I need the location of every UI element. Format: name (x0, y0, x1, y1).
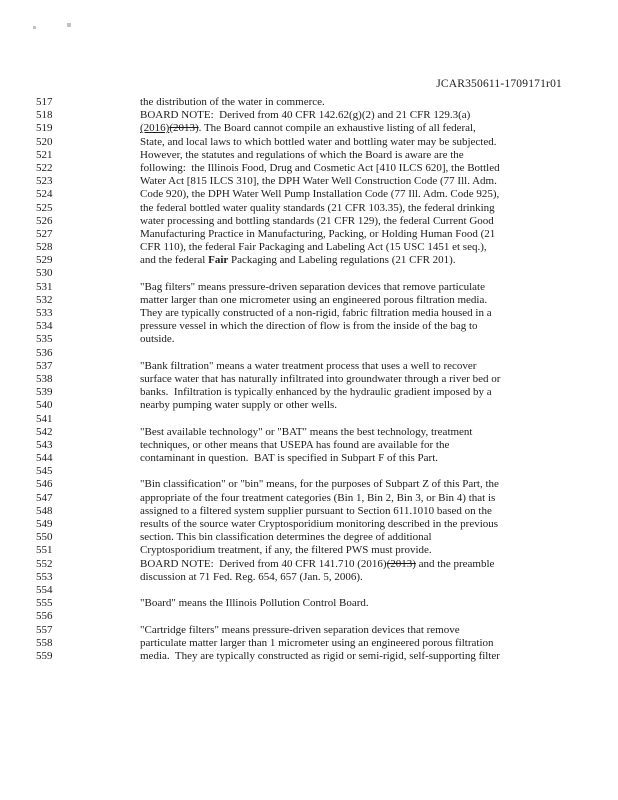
document-line (0, 399, 618, 412)
line-number: 558 (36, 636, 53, 649)
document-line (0, 267, 618, 280)
text-segment: Cryptosporidium treatment, if any, the filtered PWS must provide. (140, 544, 432, 557)
document-line (0, 413, 618, 426)
text-segment: Manufacturing Practice in Manufacturing, Packing, or Holding Human Food (21 (140, 227, 496, 240)
line-number: 525 (36, 201, 53, 214)
line-number: 518 (36, 109, 53, 122)
document-line (0, 307, 618, 320)
line-number: 548 (36, 504, 53, 517)
line-text (140, 439, 618, 452)
line-text (140, 610, 618, 623)
document-line (0, 637, 618, 650)
document-line (0, 492, 618, 505)
document-line (0, 281, 618, 294)
document-line (0, 478, 618, 491)
line-text (140, 320, 618, 333)
document-line (0, 518, 618, 531)
line-text (140, 518, 618, 531)
document-line (0, 347, 618, 360)
line-number: 529 (36, 254, 53, 267)
line-number: 536 (36, 346, 53, 359)
line-text (140, 347, 618, 360)
line-number: 531 (36, 280, 53, 293)
line-text (140, 597, 618, 610)
document-line (0, 558, 618, 571)
line-text (140, 386, 618, 399)
line-text (140, 544, 618, 557)
line-number: 557 (36, 623, 53, 636)
document-id: JCAR350611-1709171r01 (436, 78, 562, 90)
text-segment: appropriate of the four treatment categories (Bin 1, Bin 2, Bin 3, or Bin 4) that is (140, 491, 496, 504)
line-number: 527 (36, 227, 53, 240)
document-line (0, 531, 618, 544)
text-segment: pressure vessel in which the direction of flow is from the inside of the bag to (140, 320, 478, 333)
line-number: 534 (36, 320, 53, 333)
text-segment: Fair (208, 254, 229, 267)
line-number: 549 (36, 518, 53, 530)
text-segment: following: the Illinois Food, Drug and Cosmetic Act [410 ILCS 620], the Bottled (140, 161, 500, 174)
line-text (140, 215, 618, 228)
line-text (140, 558, 618, 571)
line-text (140, 241, 618, 254)
document-line (0, 96, 618, 109)
document-line (0, 241, 618, 254)
line-text (140, 188, 618, 201)
text-segment: and the federal (140, 254, 209, 267)
text-segment: "Board" means the Illinois Pollution Control Board. (140, 597, 369, 610)
line-number: 519 (36, 122, 53, 135)
line-text (140, 478, 618, 491)
line-number: 541 (36, 412, 53, 425)
document-line (0, 175, 618, 188)
line-number: 559 (36, 649, 53, 662)
text-segment: discussion at 71 Fed. Reg. 654, 657 (Jan. 5, 2006). (140, 570, 363, 583)
line-number: 540 (36, 399, 53, 412)
scan-speck-icon (67, 23, 71, 27)
line-text (140, 228, 618, 241)
text-segment: "Bag filters" means pressure-driven separation devices that remove particulate (140, 280, 485, 293)
line-text (140, 650, 618, 663)
line-number: 543 (36, 438, 53, 451)
text-segment: State, and local laws to which bottled water and bottling water may be subjected. (140, 135, 497, 148)
line-text (140, 267, 618, 280)
line-text (140, 136, 618, 149)
text-segment: Water Act [815 ILCS 310], the DPH Water Well Construction Code (77 Ill. Adm. (140, 175, 497, 188)
line-text (140, 109, 618, 122)
line-number: 539 (36, 386, 53, 399)
line-text (140, 413, 618, 426)
document-line (0, 584, 618, 597)
text-segment: assigned to a filtered system supplier pursuant to Section 611.1010 based on the (140, 504, 492, 517)
line-number: 523 (36, 175, 53, 188)
deleted-text: (2013) (386, 557, 416, 570)
line-number: 538 (36, 372, 53, 385)
document-line (0, 228, 618, 241)
scan-speck-icon (33, 26, 36, 29)
text-segment: BOARD NOTE: Derived from 40 CFR 142.62(g)(2) and 21 CFR 129.3(a) (140, 109, 471, 122)
line-text (140, 175, 618, 188)
document-line (0, 333, 618, 346)
line-text (140, 399, 618, 412)
document-line (0, 544, 618, 557)
line-number: 535 (36, 333, 53, 346)
line-number: 521 (36, 148, 53, 161)
line-text (140, 531, 618, 544)
document-line (0, 122, 618, 135)
text-segment: water processing and bottling standards (21 CFR 129), the federal Current Good (140, 214, 494, 227)
document-line (0, 162, 618, 175)
text-segment: techniques, or other means that USEPA has found are available for the (140, 438, 450, 451)
line-text (140, 624, 618, 637)
document-line (0, 360, 618, 373)
line-text (140, 96, 618, 109)
line-text (140, 294, 618, 307)
line-number: 555 (36, 597, 53, 610)
line-number: 554 (36, 583, 53, 596)
text-segment: They are typically constructed of a non-rigid, fabric filtration media housed in a (140, 307, 492, 319)
line-number: 517 (36, 96, 53, 108)
document-line (0, 465, 618, 478)
line-text (140, 505, 618, 518)
document-line (0, 136, 618, 149)
line-number: 556 (36, 610, 53, 623)
line-number: 551 (36, 544, 53, 557)
text-segment: contaminant in question. BAT is specified in Subpart F of this Part. (140, 452, 438, 465)
document-line (0, 320, 618, 333)
text-segment: However, the statutes and regulations of which the Board is aware are the (140, 148, 464, 161)
document-line (0, 202, 618, 215)
line-text (140, 492, 618, 505)
document-line (0, 294, 618, 307)
line-number: 526 (36, 214, 53, 227)
line-text (140, 254, 618, 267)
line-number: 552 (36, 557, 53, 570)
line-number: 544 (36, 452, 53, 465)
line-number: 532 (36, 293, 53, 306)
line-text (140, 162, 618, 175)
line-text (140, 465, 618, 478)
text-segment: BOARD NOTE: Derived from 40 CFR 141.710 (2016) (140, 557, 387, 570)
line-number: 545 (36, 465, 53, 478)
document-line (0, 610, 618, 623)
document-line (0, 452, 618, 465)
line-number: 522 (36, 161, 53, 174)
deleted-text: (2013) (169, 122, 199, 135)
text-segment: matter larger than one micrometer using an engineered porous filtration media. (140, 293, 488, 306)
document-line (0, 597, 618, 610)
text-segment: results of the source water Cryptosporidium monitoring described in the previous (140, 518, 499, 530)
line-number: 550 (36, 531, 53, 544)
line-text (140, 333, 618, 346)
document-line (0, 373, 618, 386)
text-segment: the federal bottled water quality standards (21 CFR 103.35), the federal drinking (140, 201, 495, 214)
line-number: 524 (36, 188, 53, 201)
text-segment: CFR 110), the federal Fair Packaging and Labeling Act (15 USC 1451 et seq.), (140, 241, 487, 254)
document-line (0, 188, 618, 201)
line-text (140, 637, 618, 650)
document-line (0, 624, 618, 637)
line-text (140, 149, 618, 162)
line-text (140, 307, 618, 320)
document-line (0, 386, 618, 399)
text-segment: and the preamble (415, 557, 495, 570)
text-segment: nearby pumping water supply or other wells. (140, 399, 338, 412)
text-segment: outside. (140, 333, 175, 346)
line-text (140, 571, 618, 584)
line-number: 520 (36, 135, 53, 148)
text-segment: "Best available technology" or "BAT" means the best technology, treatment (140, 425, 473, 438)
text-segment: section. This bin classification determines the degree of additional (140, 531, 432, 544)
text-segment: Code 920), the DPH Water Well Pump Installation Code (77 Ill. Adm. Code 925), (140, 188, 500, 201)
document-line (0, 505, 618, 518)
text-segment: particulate matter larger than 1 micrometer using an engineered porous filtration (140, 636, 494, 649)
line-number: 528 (36, 241, 53, 254)
text-segment: "Cartridge filters" means pressure-driven separation devices that remove (140, 623, 460, 636)
document-line (0, 439, 618, 452)
text-segment: "Bin classification" or "bin" means, for the purposes of Subpart Z of this Part, the (140, 478, 499, 491)
line-number: 530 (36, 267, 53, 280)
line-number: 546 (36, 478, 53, 491)
document-line (0, 215, 618, 228)
document-line (0, 571, 618, 584)
document-line (0, 109, 618, 122)
text-segment: Packaging and Labeling regulations (21 CFR 201). (228, 254, 456, 267)
line-text (140, 426, 618, 439)
inserted-text: (2016) (140, 122, 170, 135)
line-text (140, 360, 618, 373)
document-line (0, 149, 618, 162)
line-text (140, 281, 618, 294)
text-segment: surface water that has naturally infiltrated into groundwater through a river bed or (140, 372, 501, 385)
line-number: 547 (36, 491, 53, 504)
text-segment: the distribution of the water in commerce. (140, 96, 325, 108)
line-text (140, 584, 618, 597)
line-text (140, 122, 618, 135)
text-segment: media. They are typically constructed as rigid or semi-rigid, self-supporting filter (140, 649, 500, 662)
line-number: 542 (36, 425, 53, 438)
text-segment: . The Board cannot compile an exhaustive listing of all federal, (198, 122, 476, 135)
line-number: 553 (36, 570, 53, 583)
document-line (0, 426, 618, 439)
text-segment: "Bank filtration" means a water treatment process that uses a well to recover (140, 359, 477, 372)
line-text (140, 202, 618, 215)
line-text (140, 373, 618, 386)
document-line (0, 254, 618, 267)
line-number: 537 (36, 359, 53, 372)
text-segment: banks. Infiltration is typically enhanced by the hydraulic gradient imposed by a (140, 386, 492, 399)
line-text (140, 452, 618, 465)
line-number: 533 (36, 307, 53, 319)
document-line (0, 650, 618, 663)
document-body (0, 96, 618, 663)
